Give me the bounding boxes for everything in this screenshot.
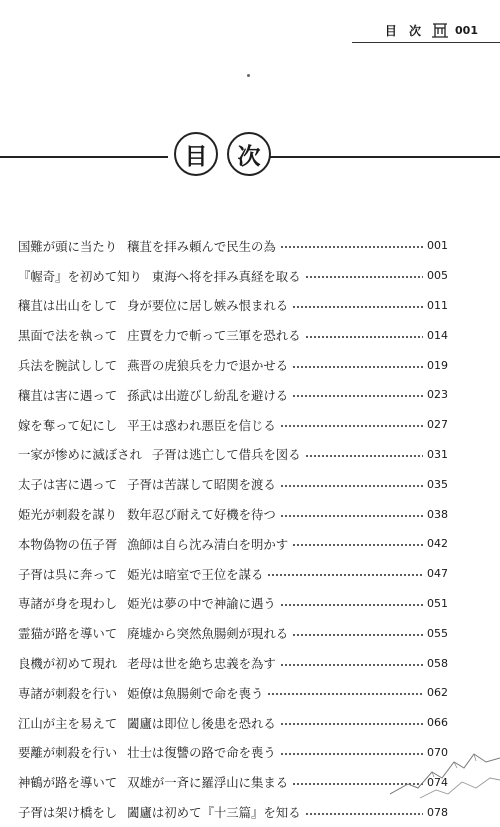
toc-entry-first-line: 穰苴は害に遇って	[18, 387, 118, 403]
toc-page-number: 011	[427, 298, 448, 312]
toc-entry[interactable]	[18, 618, 448, 648]
toc-entry-second-line: 闔廬は即位し後患を恐れる	[127, 715, 276, 731]
toc-entry[interactable]	[18, 350, 448, 380]
toc-entry[interactable]	[18, 380, 448, 410]
toc-entry-first-line: 江山が主を易えて	[18, 715, 118, 731]
toc-entry[interactable]	[18, 440, 448, 470]
dot-leader	[292, 544, 423, 546]
toc-entry[interactable]	[18, 291, 448, 321]
toc-entry-second-line: 漁師は自ら沈み清白を明かす	[127, 536, 289, 552]
toc-entry-second-line: 数年忍び耐えて好機を待つ	[127, 507, 276, 523]
toc-page-number: 062	[427, 686, 448, 700]
toc-entry[interactable]	[18, 231, 448, 261]
dot-leader	[292, 634, 423, 636]
toc-page-number: 031	[427, 447, 448, 461]
toc-entry-first-line: 姫光が刺殺を謀り	[18, 507, 118, 523]
toc-entry[interactable]	[18, 559, 448, 589]
toc-entry-first-line: 兵法を腕試しして	[18, 358, 118, 374]
toc-entry[interactable]	[18, 708, 448, 738]
dot-leader	[280, 246, 423, 248]
toc-page-number: 078	[427, 805, 448, 819]
toc-entry-first-line: 神鶴が路を導いて	[18, 775, 118, 791]
toc-entry-second-line: 身が要位に居し嫉み恨まれる	[127, 298, 289, 314]
toc-entry[interactable]	[18, 469, 448, 499]
header-rule	[352, 42, 500, 43]
toc-entry[interactable]	[18, 261, 448, 291]
toc-page-number: 047	[427, 567, 448, 581]
toc-heading	[0, 132, 500, 182]
dot-leader	[280, 664, 423, 666]
heading-rule-right	[268, 156, 500, 158]
running-head-page-number: 001	[455, 23, 478, 37]
dot-leader	[305, 336, 423, 338]
heading-char-moku: 目	[174, 132, 218, 176]
toc-page-number: 051	[427, 596, 448, 610]
toc-entry-second-line: 闔廬は初めて『十三篇』を知る	[127, 805, 301, 821]
toc-entry[interactable]	[18, 410, 448, 440]
toc-entry-first-line: 国難が頭に当たり	[18, 238, 118, 254]
heading-rule-left	[0, 156, 168, 158]
dot-leader	[280, 604, 423, 606]
toc-entry-first-line: 専諸が刺殺を行い	[18, 685, 118, 701]
toc-entry-first-line: 黒面で法を執って	[18, 328, 118, 344]
dot-leader	[305, 813, 423, 815]
dot-leader	[305, 276, 423, 278]
toc-entry[interactable]	[18, 499, 448, 529]
toc-page-number: 070	[427, 745, 448, 759]
toc-page-number: 014	[427, 328, 448, 342]
toc-page-number: 027	[427, 418, 448, 432]
toc-entry-second-line: 姫僚は魚腸剣で命を喪う	[127, 685, 264, 701]
toc-entry-first-line: 霊猫が路を導いて	[18, 626, 118, 642]
speck	[247, 74, 250, 77]
toc-entry-first-line: 一家が惨めに滅ぼされ	[18, 447, 142, 463]
toc-entry[interactable]	[18, 589, 448, 619]
toc-entry-first-line: 良機が初めて現れ	[18, 656, 118, 672]
toc-entry-second-line: 壮士は復讐の路で命を喪う	[127, 745, 276, 761]
toc-entry-second-line: 姫光は夢の中で神諭に遇う	[127, 596, 276, 612]
toc-entry-second-line: 穰苴を拝み頼んで民生の為	[127, 238, 276, 254]
toc-entry-second-line: 孫武は出遊びし紛乱を避ける	[127, 387, 289, 403]
dot-leader	[280, 723, 423, 725]
toc-page-number: 005	[427, 269, 448, 283]
toc-entry[interactable]	[18, 529, 448, 559]
toc-page-number: 058	[427, 656, 448, 670]
toc-entry[interactable]	[18, 648, 448, 678]
toc-entry-first-line: 子胥は架け橋をし	[18, 805, 118, 821]
dot-leader	[280, 425, 423, 427]
toc-page-number: 074	[427, 775, 448, 789]
dot-leader	[267, 574, 423, 576]
heading-char-ji: 次	[227, 132, 271, 176]
toc-page-number: 066	[427, 716, 448, 730]
toc-entry-second-line: 廃墟から突然魚腸剣が現れる	[127, 626, 289, 642]
running-head	[385, 20, 478, 40]
toc-entry-first-line: 本物偽物の伍子胥	[18, 536, 118, 552]
toc-entry-second-line: 双雄が一斉に羅浮山に集まる	[127, 775, 289, 791]
toc-entry-second-line: 姫光は暗室で王位を謀る	[127, 566, 264, 582]
toc-entry-first-line: 嫁を奪って妃にし	[18, 417, 118, 433]
toc-page-number: 035	[427, 477, 448, 491]
toc-entry-second-line: 平王は惑われ悪臣を信じる	[127, 417, 276, 433]
toc-entry-second-line: 老母は世を絶ち忠義を為す	[127, 656, 276, 672]
toc-page-number: 055	[427, 626, 448, 640]
toc-entry-second-line: 東海へ将を拝み真経を取る	[151, 268, 301, 284]
toc-entry-first-line: 太子は害に遇って	[18, 477, 118, 493]
toc-entry[interactable]	[18, 320, 448, 350]
toc-entry[interactable]	[18, 678, 448, 708]
toc-page-number: 038	[427, 507, 448, 521]
dot-leader	[280, 515, 423, 517]
toc-entry-first-line: 専諸が身を現わし	[18, 596, 118, 612]
toc-entry-first-line: 要離が刺殺を行い	[18, 745, 118, 761]
dot-leader	[267, 693, 423, 695]
toc-entry[interactable]	[18, 738, 448, 768]
toc-entry[interactable]	[18, 767, 448, 797]
toc-entry-second-line: 子胥は逃亡して借兵を図る	[151, 447, 301, 463]
toc-page-number: 042	[427, 537, 448, 551]
toc-page-number: 023	[427, 388, 448, 402]
mountain-decoration-icon	[390, 732, 500, 802]
toc-page-number: 001	[427, 239, 448, 253]
gate-ornament-icon	[431, 21, 449, 39]
toc-entry-second-line: 燕晋の虎狼兵を力で退かせる	[127, 358, 289, 374]
toc-entry-second-line: 子胥は苦謀して昭関を渡る	[127, 477, 276, 493]
toc-entry-first-line: 『幄奇』を初めて知り	[18, 268, 142, 284]
dot-leader	[292, 395, 423, 397]
toc-entry-first-line: 穰苴は出山をして	[18, 298, 118, 314]
toc-entry-second-line: 庄賈を力で斬って三軍を恐れる	[127, 328, 301, 344]
toc-entry-first-line: 子胥は呉に奔って	[18, 566, 118, 582]
dot-leader	[305, 455, 423, 457]
dot-leader	[280, 485, 423, 487]
running-head-title: 目 次	[384, 23, 426, 38]
dot-leader	[292, 306, 423, 308]
table-of-contents	[18, 231, 448, 827]
toc-page-number: 019	[427, 358, 448, 372]
dot-leader	[292, 366, 423, 368]
